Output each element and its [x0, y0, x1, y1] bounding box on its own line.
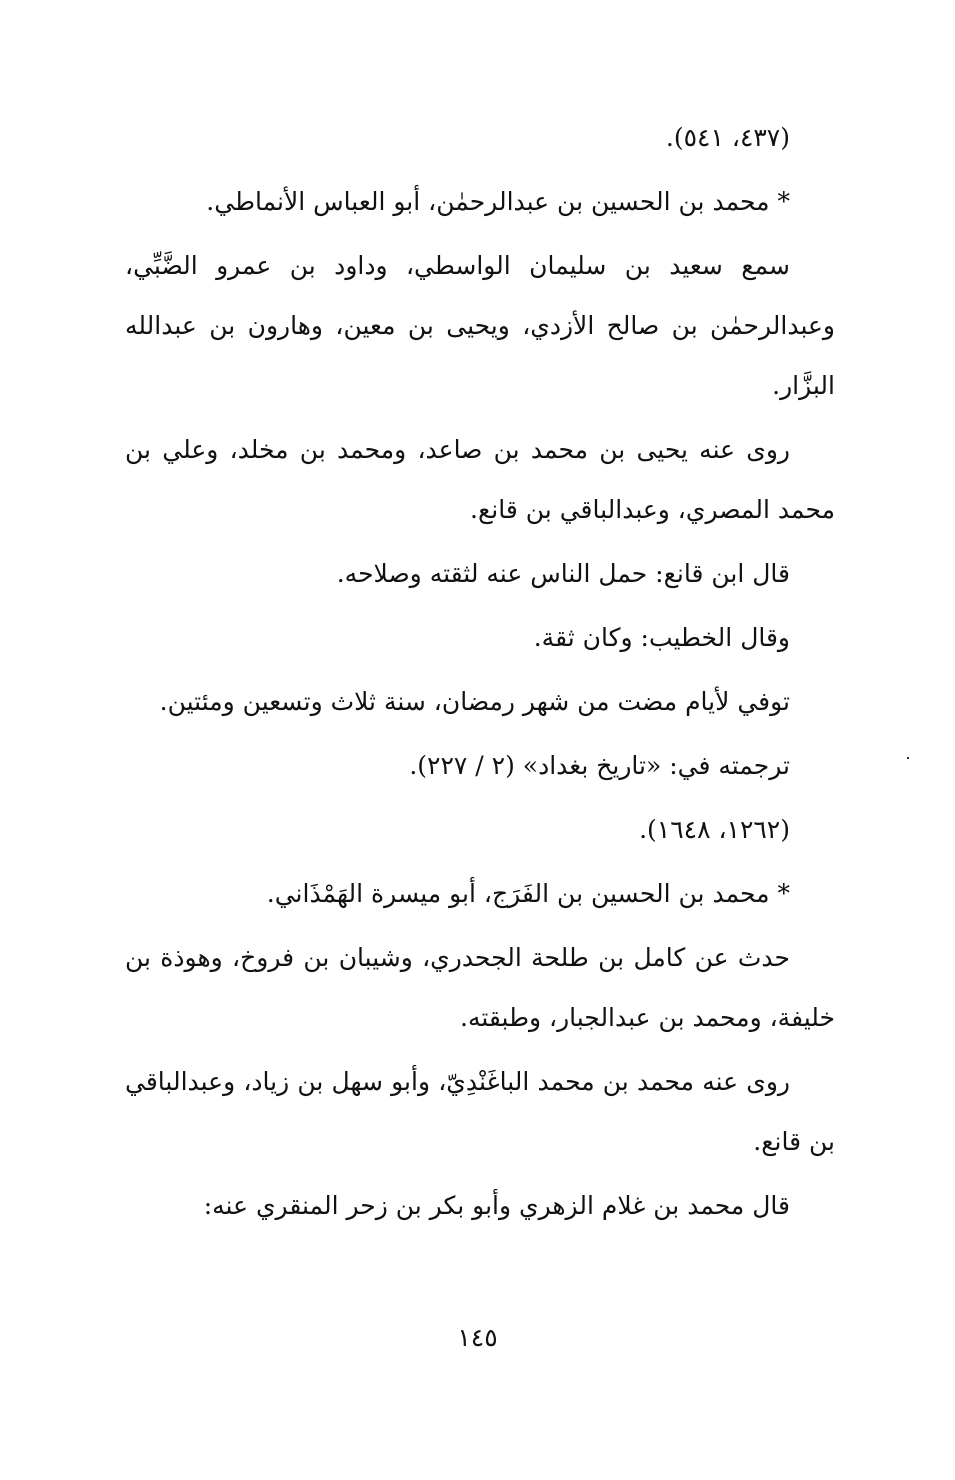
- page-number: ١٤٥: [457, 1323, 498, 1352]
- entry-paragraph: قال محمد بن غلام الزهري وأبو بكر بن زحر المنقري عنه:: [203, 1191, 790, 1220]
- entry-paragraph: حدث عن كامل بن طلحة الجحدري، وشيبان بن فروخ، وهوذة بن خليفة، ومحمد بن عبدالجبار، وطبقته.: [125, 943, 835, 1032]
- entry-paragraph: روى عنه يحيى بن محمد بن صاعد، ومحمد بن مخلد، وعلي بن محمد المصري، وعبدالباقي بن قانع.: [125, 435, 835, 524]
- entry-paragraph: وقال الخطيب: وكان ثقة.: [533, 623, 790, 652]
- margin-mark: [907, 757, 909, 759]
- references-line: (١٢٦٢، ١٦٤٨).: [639, 815, 790, 844]
- main-text: [125, 108, 835, 1240]
- entry-paragraph: سمع سعيد بن سليمان الواسطي، وداود بن عمرو الضَّبِّي، وعبدالرحمٰن بن صالح الأزدي، ويحيى بن معين، وهارون بن عبدالله البزَّار.: [125, 251, 835, 400]
- entry-heading: * محمد بن الحسين بن الفَرَج، أبو ميسرة الهَمْذَاني.: [266, 879, 790, 908]
- entry-paragraph: توفي لأيام مضت من شهر رمضان، سنة ثلاث وتسعين ومئتين.: [159, 687, 790, 716]
- references-line: (٤٣٧، ٥٤١).: [665, 123, 790, 152]
- entry-paragraph: قال ابن قانع: حمل الناس عنه لثقته وصلاحه.: [336, 559, 790, 588]
- entry-heading: * محمد بن الحسين بن عبدالرحمٰن، أبو العباس الأنماطي.: [206, 187, 790, 216]
- entry-paragraph: روى عنه محمد بن محمد الباغَنْدِيّ، وأبو سهل بن زياد، وعبدالباقي بن قانع.: [125, 1067, 835, 1156]
- entry-paragraph: ترجمته في: «تاريخ بغداد» (٢ / ٢٢٧).: [409, 751, 790, 780]
